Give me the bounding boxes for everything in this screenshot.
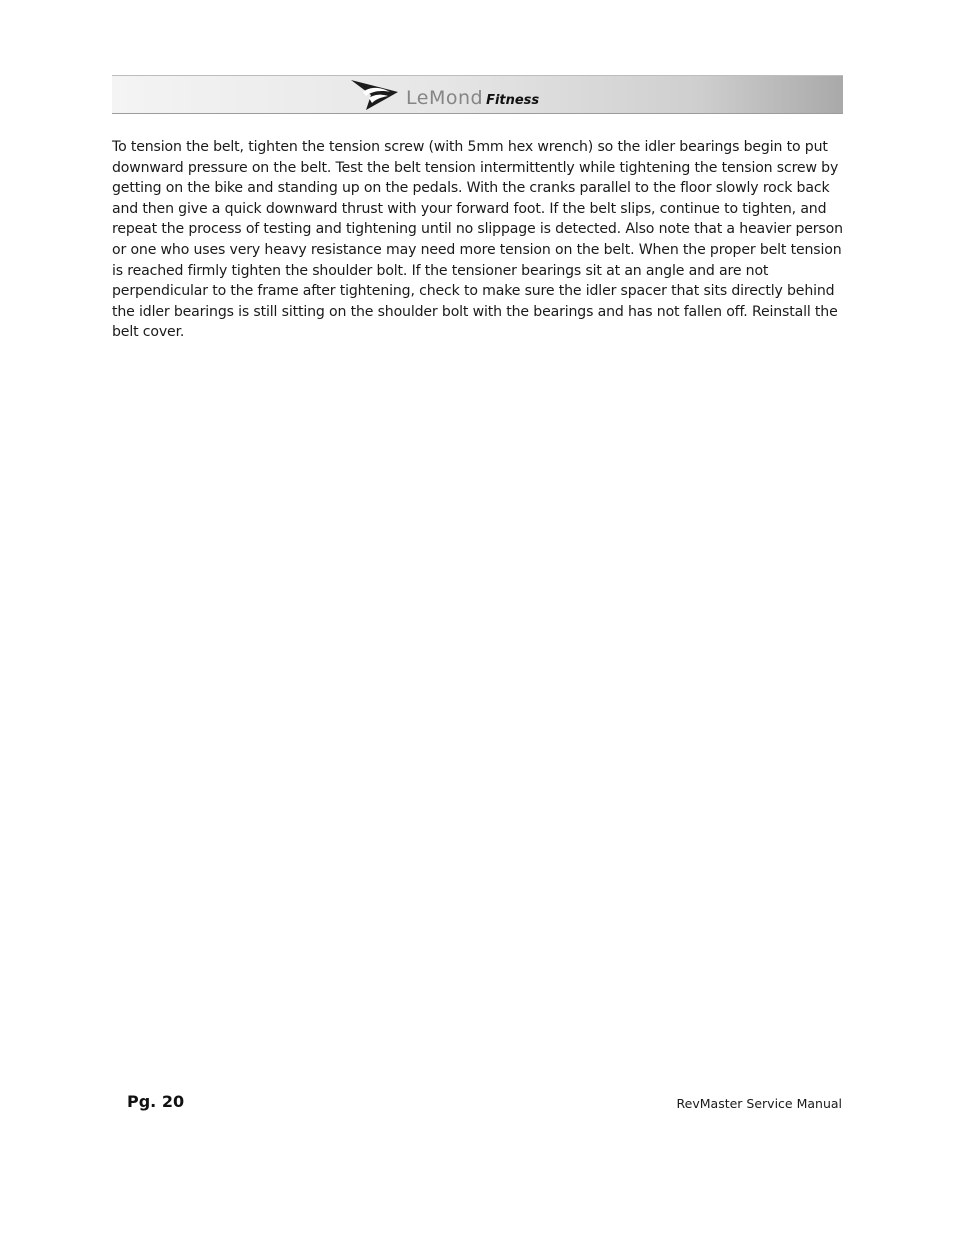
body-paragraph: To tension the belt, tighten the tension screw (with 5mm hex wrench) so the idler bearings begin to put downward pressure on the belt. Test the belt tension intermittently while tightening the tension screw by getting on the bike and standing up on the pedals. With the cranks parallel to the floor slowly rock back and then give a quick downward thrust with your forward foot. If the belt slips, continue to tighten, and repeat the process of testing and tightening until no slippage is detected. Also note that a heavier person or one who uses very heavy resistance may need more tension on the belt. When the proper belt tension is reached firmly tighten the shoulder bolt. If the tensioner bearings sit at an angle and are not perpendicular to the frame after tightening, check to make sure the idler spacer that sits directly behind the idler bearings is still sitting on the shoulder bolt with the bearings and has not fallen off. Reinstall the belt cover. [112, 139, 843, 341]
lemond-swoosh-logo-icon [350, 78, 400, 112]
brand-suffix: Fitness [486, 92, 540, 108]
page-number: Pg. 20 [127, 1092, 185, 1111]
brand-logo [350, 78, 539, 112]
brand-wordmark: LeMond [406, 87, 484, 109]
header-bar [112, 75, 843, 114]
document-title: RevMaster Service Manual [676, 1096, 842, 1111]
